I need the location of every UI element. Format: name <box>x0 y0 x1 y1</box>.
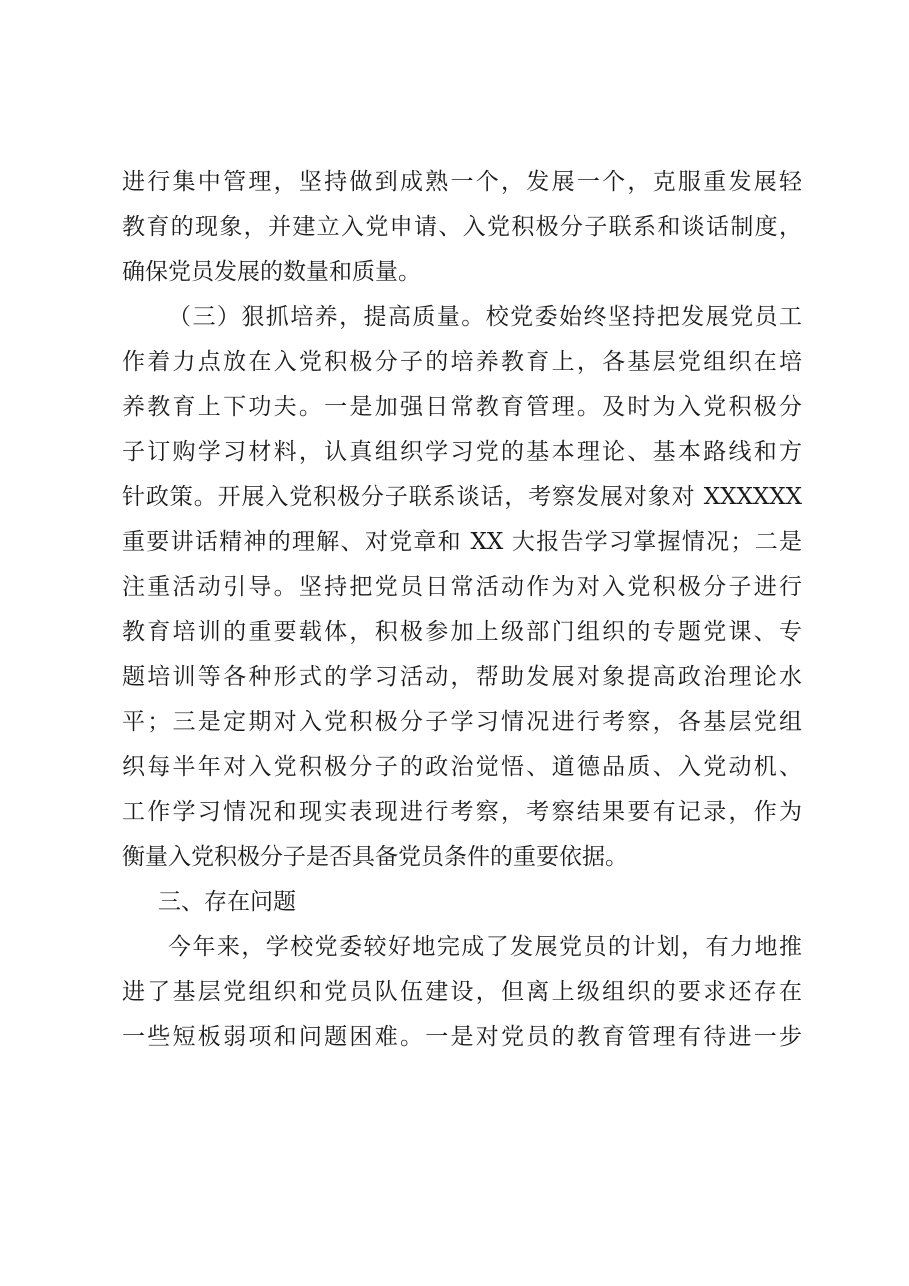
paragraph-existing-problems <box>122 925 802 1060</box>
text-line: 织每半年对入党积极分子的政治觉悟、道德品质、入党动机、 <box>122 754 802 780</box>
text-line: （三）狠抓培养，提高质量。校党委始终坚持把发展党员工 <box>168 304 802 330</box>
text-line: 今年来，学校党委较好地完成了发展党员的计划，有力地推 <box>168 934 802 960</box>
paragraph-training-quality <box>122 295 802 880</box>
paragraph-continued-management <box>122 160 802 295</box>
text-line: 针政策。开展入党积极分子联系谈话，考察发展对象对 XXXXXX <box>122 484 802 510</box>
text-line: 作着力点放在入党积极分子的培养教育上，各基层党组织在培 <box>122 349 802 375</box>
text-line: 进了基层党组织和党员队伍建设，但离上级组织的要求还存在 <box>122 979 802 1005</box>
text-line: 进行集中管理，坚持做到成熟一个，发展一个，克服重发展轻 <box>122 169 802 195</box>
text-line: 衡量入党积极分子是否具备党员条件的重要依据。 <box>122 844 628 870</box>
text-line: 平；三是定期对入党积极分子学习情况进行考察，各基层党组 <box>122 709 802 735</box>
section-heading-existing-problems: 三、存在问题 <box>158 889 296 915</box>
text-line: 教育的现象，并建立入党申请、入党积极分子联系和谈话制度， <box>122 214 802 240</box>
document-body <box>122 160 802 1060</box>
text-line: 教育培训的重要载体，积极参加上级部门组织的专题党课、专 <box>122 619 802 645</box>
text-line: 题培训等各种形式的学习活动，帮助发展对象提高政治理论水 <box>122 664 802 690</box>
text-line: 子订购学习材料，认真组织学习党的基本理论、基本路线和方 <box>122 439 802 465</box>
text-line: 注重活动引导。坚持把党员日常活动作为对入党积极分子进行 <box>122 574 802 600</box>
text-line: 重要讲话精神的理解、对党章和 XX 大报告学习掌握情况；二是 <box>122 529 802 555</box>
text-line: 养教育上下功夫。一是加强日常教育管理。及时为入党积极分 <box>122 394 802 420</box>
text-line: 确保党员发展的数量和质量。 <box>122 259 421 285</box>
text-line: 一些短板弱项和问题困难。一是对党员的教育管理有待进一步 <box>122 1024 802 1050</box>
text-line: 工作学习情况和现实表现进行考察，考察结果要有记录，作为 <box>122 799 802 825</box>
